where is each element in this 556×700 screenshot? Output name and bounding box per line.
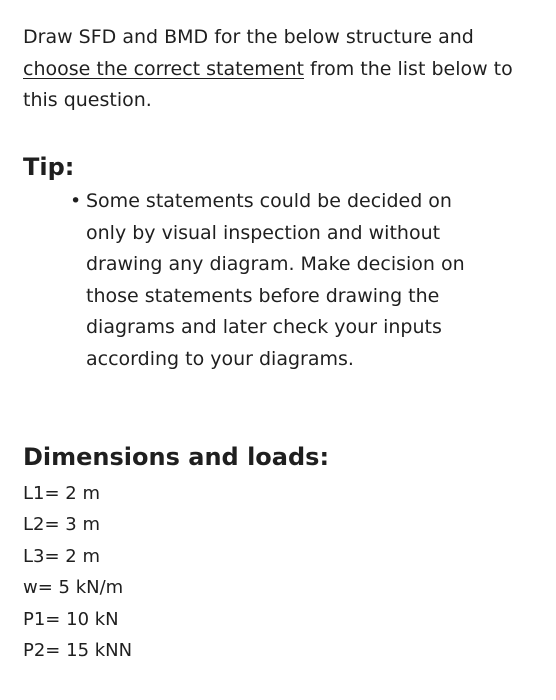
tip-text: Some statements could be decided on only by visual inspection and without drawing any diagram. Make decision on those statements before drawing the diagrams and later check your inputs according to your diagrams. xyxy=(86,190,465,370)
load-p1: P1= 10 kN xyxy=(23,608,119,630)
choose-correct-statement-emphasis: choose the correct statement xyxy=(23,57,304,80)
dimension-l2: L2= 3 m xyxy=(23,514,100,536)
dimension-l3: L3= 2 m xyxy=(23,545,100,567)
bullet-icon: • xyxy=(70,190,82,212)
load-w: w= 5 kN/m xyxy=(23,577,124,599)
tip-heading: Tip: xyxy=(23,153,75,181)
dimensions-list xyxy=(23,478,132,666)
intro-text-before: Draw SFD and BMD for the below structure and xyxy=(23,26,474,48)
intro-paragraph xyxy=(23,22,523,117)
dimension-l1: L1= 2 m xyxy=(23,483,100,504)
intro-text-after: from the list below to this question. xyxy=(23,57,513,111)
dimensions-heading: Dimensions and loads: xyxy=(23,443,330,471)
tip-list xyxy=(70,186,486,375)
tip-item xyxy=(70,186,486,375)
load-p2: P2= 15 kNN xyxy=(23,640,133,662)
